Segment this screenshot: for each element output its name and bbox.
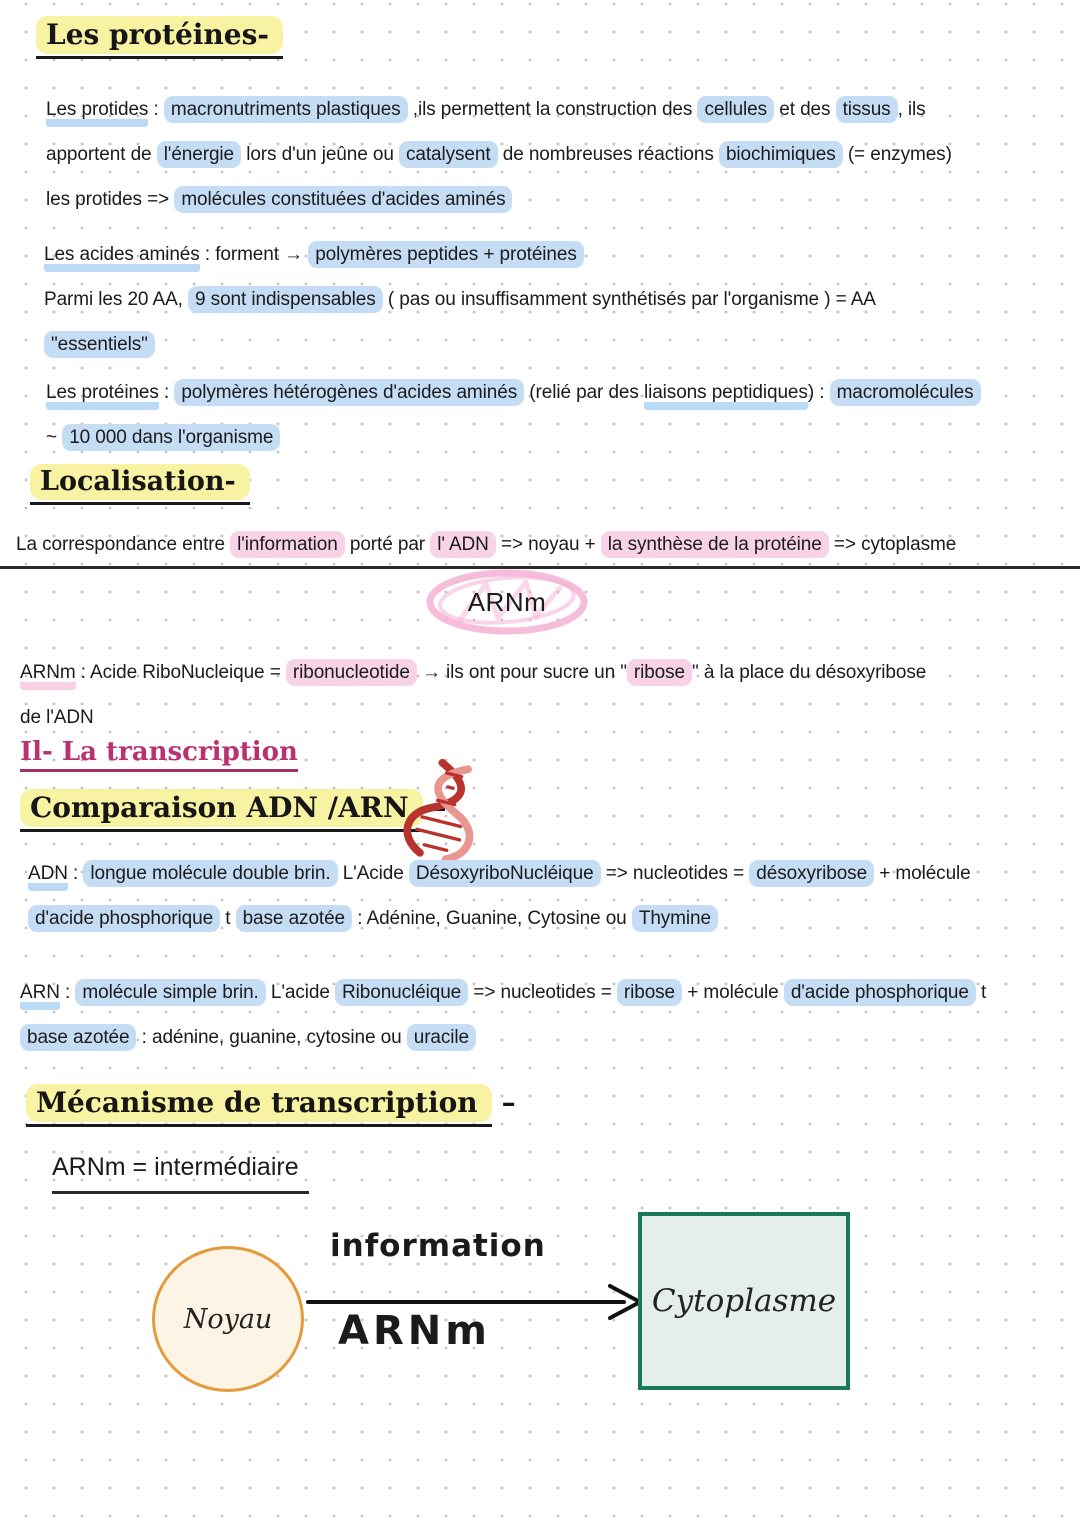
note-line [16, 522, 956, 567]
text-segment: : Adénine, Guanine, Cytosine ou [352, 908, 632, 929]
text-segment: : adénine, guanine, cytosine ou [136, 1027, 407, 1048]
text-segment: ribose [627, 659, 692, 686]
text-segment: (relié par des [524, 382, 644, 403]
text-segment: cellules [697, 96, 774, 123]
text-segment: => nucleotides = [468, 982, 617, 1003]
note-line [28, 896, 971, 941]
text-segment: "essentiels" [44, 331, 155, 358]
text-segment: les protides => [46, 189, 175, 210]
cytoplasm-box [638, 1212, 850, 1390]
text-segment: ) : [807, 382, 830, 403]
text-segment: la synthèse de la protéine [601, 531, 829, 558]
nucleus-label: Noyau [183, 1303, 273, 1335]
text-segment: : [67, 863, 84, 884]
text-segment: tissus [836, 96, 898, 123]
arnm-circled-annotation: ARNm [467, 587, 547, 617]
note-line [44, 277, 876, 322]
text-segment: L'acide [265, 982, 336, 1003]
text-segment: Parmi les 20 AA, [44, 289, 189, 310]
text-segment: molécules constituées d'acides aminés [174, 186, 512, 213]
text-segment: apportent de [46, 144, 157, 165]
text-segment: 9 sont indispensables [188, 286, 383, 313]
text-segment: ARNm [20, 662, 76, 690]
text-segment: t [220, 908, 236, 929]
paragraph-arnm-definition [20, 650, 926, 740]
text-segment: : [158, 382, 175, 403]
text-segment: → ils ont pour sucre un " [416, 662, 627, 683]
note-line [20, 1015, 986, 1060]
note-line [20, 970, 986, 1015]
heading-underline [20, 737, 298, 772]
text-segment: de nombreuses réactions [497, 144, 719, 165]
heading-highlight: Localisation- [30, 464, 250, 500]
section-heading-comparaison [20, 789, 447, 832]
note-line [46, 87, 952, 132]
heading-dash: – [432, 791, 447, 824]
paragraph-arn [20, 970, 986, 1060]
text-segment: polymères hétérogènes d'acides aminés [174, 379, 524, 406]
page-title [36, 16, 283, 59]
text-segment: ARN [20, 982, 60, 1010]
text-segment: de l'ADN [20, 707, 94, 728]
note-line [20, 650, 926, 695]
text-segment: l'énergie [157, 141, 241, 168]
text-segment: : [148, 99, 164, 120]
text-segment: catalysent [399, 141, 498, 168]
text-segment: Ribonucléique [335, 979, 468, 1006]
text-segment: + molécule [874, 863, 971, 884]
heading-dash: – [501, 1086, 516, 1119]
text-segment: ~ [46, 427, 63, 448]
text-segment: ribonucleotide [286, 659, 417, 686]
heading-highlight: Comparaison ADN /ARN [20, 789, 423, 827]
arrow-label-information: information [330, 1228, 546, 1264]
text-segment: polymères peptides + protéines [308, 241, 584, 268]
text-segment: + molécule [682, 982, 784, 1003]
text-segment: macronutriments plastiques [164, 96, 408, 123]
text-segment: porté par [344, 534, 431, 555]
text-segment: molécule simple brin. [75, 979, 265, 1006]
text-segment: ,ils permettent la construction des [407, 99, 698, 120]
text-segment: l' ADN [430, 531, 496, 558]
text-segment: ribose [617, 979, 682, 1006]
heading-underline [30, 464, 250, 505]
section-heading-localisation [30, 464, 250, 505]
text-segment: liaisons peptidiques [644, 382, 808, 410]
text-segment: 10 000 dans l'organisme [62, 424, 280, 451]
heading-highlight: Mécanisme de transcription [26, 1084, 492, 1122]
paragraph-adn [28, 851, 971, 941]
arrow-label-arnm: ARNm [338, 1308, 491, 1354]
note-line [44, 232, 876, 277]
text-segment: Les protéines [46, 382, 159, 410]
text-segment: La correspondance entre [16, 534, 231, 555]
text-segment: t [975, 982, 987, 1003]
text-segment: => cytoplasme [828, 534, 957, 555]
text-segment: et des [774, 99, 836, 120]
text-segment: longue molécule double brin. [83, 860, 337, 887]
text-segment: DésoxyriboNucléique [409, 860, 601, 887]
note-line [28, 851, 971, 896]
text-segment: => noyau + [495, 534, 601, 555]
note-line [46, 415, 981, 460]
text-segment: biochimiques [719, 141, 843, 168]
section-heading-transcription [20, 737, 298, 772]
text-segment: L'Acide [337, 863, 409, 884]
paragraph-acides-amines [44, 232, 876, 367]
title-underline [36, 16, 283, 59]
text-segment: lors d'un jeûne ou [241, 144, 399, 165]
text-segment: d'acide phosphorique [784, 979, 976, 1006]
text-segment: Les protides [46, 99, 148, 127]
note-line [20, 695, 926, 740]
text-segment: : Acide RiboNucleique = [75, 662, 286, 683]
text-segment: Les acides aminés [44, 244, 200, 272]
heading-text: Il- La transcription [20, 737, 298, 767]
paragraph-proteines [46, 370, 981, 460]
text-segment: ADN [28, 863, 68, 891]
note-line [46, 132, 952, 177]
text-segment: macromolécules [830, 379, 981, 406]
paragraph-correspondance [16, 522, 956, 567]
text-segment: d'acide phosphorique [28, 905, 220, 932]
note-line [46, 370, 981, 415]
nucleus-circle [152, 1246, 304, 1392]
text-segment: uracile [407, 1024, 476, 1051]
text-segment: : forment → [199, 244, 309, 265]
note-line [46, 177, 952, 222]
text-segment: désoxyribose [749, 860, 874, 887]
text-segment: , ils [897, 99, 926, 120]
text-segment: ( pas ou insuffisamment synthétisés par l'organisme ) = AA [382, 289, 876, 310]
title-highlight: Les protéines- [36, 16, 283, 54]
section-heading-mecanisme [26, 1084, 516, 1127]
text-segment: l'information [230, 531, 345, 558]
text-segment: Thymine [632, 905, 718, 932]
text-segment: (= enzymes) [842, 144, 952, 165]
arnm-intermediaire-label: ARNm = intermédiaire [52, 1153, 309, 1194]
cytoplasm-label: Cytoplasme [651, 1283, 837, 1319]
text-segment: base azotée [236, 905, 352, 932]
heading-underline [26, 1084, 492, 1127]
text-segment: => nucleotides = [600, 863, 750, 884]
heading-underline [20, 789, 423, 832]
text-segment: : [59, 982, 76, 1003]
text-segment: base azotée [20, 1024, 136, 1051]
text-segment: " à la place du désoxyribose [692, 662, 927, 683]
paragraph-protides [46, 87, 952, 222]
note-line [44, 322, 876, 367]
